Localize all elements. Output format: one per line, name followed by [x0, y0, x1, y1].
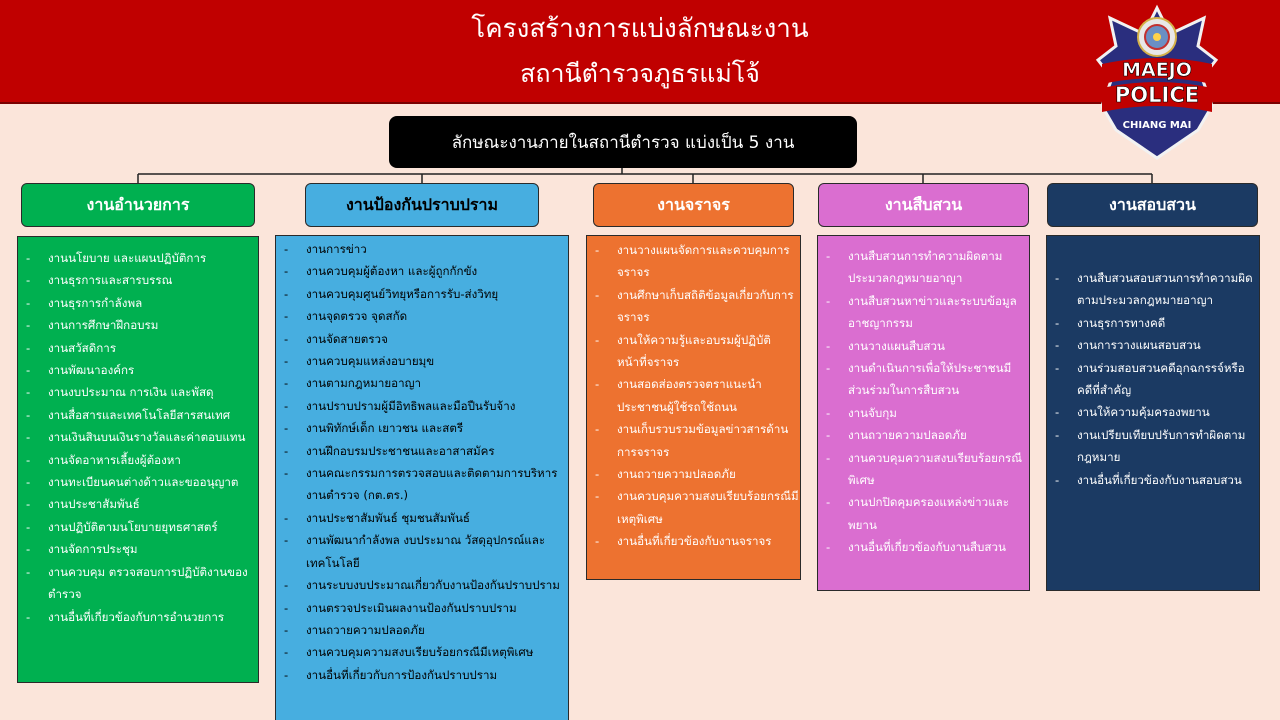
- list-item: - งานตามกฎหมายอาญา: [276, 372, 568, 394]
- list-item: - งานนโยบาย และแผนปฏิบัติการ: [18, 247, 258, 269]
- list-item: - งานการศึกษาฝึกอบรม: [18, 314, 258, 336]
- list-item: - งานประชาสัมพันธ์ ชุมชนสัมพันธ์: [276, 507, 568, 529]
- list-item: - งานควบคุมแหล่งอบายมุข: [276, 350, 568, 372]
- list-item: - งานทะเบียนคนต่างด้าวและขออนุญาต: [18, 471, 258, 493]
- list-item: - งานวางแผนสืบสวน: [818, 335, 1029, 357]
- list-item: - งานอื่นที่เกี่ยวข้องกับการอำนวยการ: [18, 606, 258, 628]
- column-header-traffic: งานจราจร: [593, 183, 794, 227]
- list-item: - งานถวายความปลอดภัย: [276, 619, 568, 641]
- list-item: - งานธุรการทางคดี: [1047, 312, 1259, 334]
- column-header-investigation: งานสืบสวน: [818, 183, 1029, 227]
- list-item: - งานให้ความรู้และอบรมผู้ปฏิบัติหน้าที่จราจร: [587, 329, 800, 374]
- page-title: โครงสร้างการแบ่งลักษณะงาน: [471, 14, 809, 44]
- list-item: - งานตรวจประเมินผลงานป้องกันปราบปราม: [276, 597, 568, 619]
- panel-investigation: [817, 235, 1030, 591]
- list-item: - งานเงินสินบนเงินรางวัลและค่าตอบแทน: [18, 426, 258, 448]
- list-item: - งานวางแผนจัดการและควบคุมการจราจร: [587, 239, 800, 284]
- header-banner: [0, 0, 1280, 104]
- list-item: - งานจุดตรวจ จุดสกัด: [276, 305, 568, 327]
- list-item: - งานร่วมสอบสวนคดีอุกฉกรรจ์หรือคดีที่สำคัญ: [1047, 357, 1259, 402]
- list-item: - งานสืบสวนสอบสวนการทำความผิดตามประมวลกฎหมายอาญา: [1047, 267, 1259, 312]
- list-item: - งานดำเนินการเพื่อให้ประชาชนมีส่วนร่วมในการสืบสวน: [818, 357, 1029, 402]
- list-item: - งานจัดอาหารเลี้ยงผู้ต้องหา: [18, 449, 258, 471]
- list-item: - งานควบคุมผู้ต้องหา และผู้ถูกกักขัง: [276, 260, 568, 282]
- list-item: - งานสืบสวนการทำความผิดตามประมวลกฎหมายอาญา: [818, 245, 1029, 290]
- list-item: - งานฝึกอบรมประชาชนและอาสาสมัคร: [276, 440, 568, 462]
- list-item: - งานสอดส่องตรวจตราแนะนำประชาชนผู้ใช้รถใช้ถนน: [587, 373, 800, 418]
- list-item: - งานเปรียบเทียบปรับการทำผิดตามกฎหมาย: [1047, 424, 1259, 469]
- list-item: - งานปกปิดคุมครองแหล่งข่าวและพยาน: [818, 491, 1029, 536]
- list-item: - งานอื่นที่เกี่ยวข้องกับงานจราจร: [587, 530, 800, 552]
- list-item: - งานสวัสดิการ: [18, 337, 258, 359]
- column-header-inquiry: งานสอบสวน: [1047, 183, 1258, 227]
- list-item: - งานพิทักษ์เด็ก เยาวชน และสตรี: [276, 417, 568, 439]
- panel-admin: [17, 236, 259, 683]
- list-item: - งานปราบปรามผู้มีอิทธิพลและมือปืนรับจ้าง: [276, 395, 568, 417]
- list-item: - งานธุรการและสารบรรณ: [18, 269, 258, 291]
- list-item: - งานการวางแผนสอบสวน: [1047, 334, 1259, 356]
- column-header-admin: งานอำนวยการ: [21, 183, 255, 227]
- list-item: - งานศึกษาเก็บสถิติข้อมูลเกี่ยวกับการจราจร: [587, 284, 800, 329]
- list-item: - งานควบคุมความสงบเรียบร้อยกรณีพิเศษ: [818, 447, 1029, 492]
- list-item: - งานถวายความปลอดภัย: [818, 424, 1029, 446]
- list-item: - งานจัดการประชุม: [18, 538, 258, 560]
- list-item: - งานงบประมาณ การเงิน และพัสดุ: [18, 381, 258, 403]
- police-badge-logo: [1094, 4, 1220, 162]
- list-item: - งานธุรการกำลังพล: [18, 292, 258, 314]
- list-item: - งานควบคุมความสงบเรียบร้อยกรณีมีเหตุพิเศษ: [587, 485, 800, 530]
- column-header-prevention: งานป้องกันปราบปราม: [305, 183, 539, 227]
- list-item: - งานสืบสวนหาข่าวและระบบข้อมูลอาชญากรรม: [818, 290, 1029, 335]
- list-item: - งานถวายความปลอดภัย: [587, 463, 800, 485]
- list-item: - งานสื่อสารและเทคโนโลยีสารสนเทศ: [18, 404, 258, 426]
- list-item: - งานปฏิบัติตามนโยบายยุทธศาสตร์: [18, 516, 258, 538]
- panel-inquiry: [1046, 235, 1260, 591]
- logo-text-line-1: MAEJO: [1122, 59, 1192, 81]
- list-item: - งานให้ความคุ้มครองพยาน: [1047, 401, 1259, 423]
- logo-text-line-3: CHIANG MAI: [1122, 120, 1192, 131]
- panel-traffic: [586, 235, 801, 580]
- list-item: - งานเก็บรวบรวมข้อมูลข่าวสารด้านการจราจร: [587, 418, 800, 463]
- list-item: - งานอื่นที่เกี่ยวกับการป้องกันปราบปราม: [276, 664, 568, 686]
- list-item: - งานจัดสายตรวจ: [276, 328, 568, 350]
- list-item: - งานพัฒนาองค์กร: [18, 359, 258, 381]
- list-item: - งานจับกุม: [818, 402, 1029, 424]
- list-item: - งานการข่าว: [276, 238, 568, 260]
- list-item: - งานอื่นที่เกี่ยวข้องกับงานสอบสวน: [1047, 469, 1259, 491]
- list-item: - งานอื่นที่เกี่ยวข้องกับงานสืบสวน: [818, 536, 1029, 558]
- list-item: - งานระบบงบประมาณเกี่ยวกับงานป้องกันปราบปราม: [276, 574, 568, 596]
- root-node: ลักษณะงานภายในสถานีตำรวจ แบ่งเป็น 5 งาน: [389, 116, 857, 168]
- list-item: - งานประชาสัมพันธ์: [18, 493, 258, 515]
- list-item: - งานควบคุมความสงบเรียบร้อยกรณีมีเหตุพิเศษ: [276, 641, 568, 663]
- list-item: - งานคณะกรรมการตรวจสอบและติดตามการบริหารงานตำรวจ (กต.ตร.): [276, 462, 568, 507]
- page-subtitle: สถานีตำรวจภูธรแม่โจ้: [520, 59, 760, 88]
- logo-text-line-2: POLICE: [1114, 83, 1200, 107]
- panel-prevention: [275, 235, 569, 720]
- list-item: - งานควบคุมศูนย์วิทยุหรือการรับ-ส่งวิทยุ: [276, 283, 568, 305]
- list-item: - งานพัฒนากำลังพล งบประมาณ วัสดุอุปกรณ์และเทคโนโลยี: [276, 529, 568, 574]
- list-item: - งานควบคุม ตรวจสอบการปฏิบัติงานของตำรวจ: [18, 561, 258, 606]
